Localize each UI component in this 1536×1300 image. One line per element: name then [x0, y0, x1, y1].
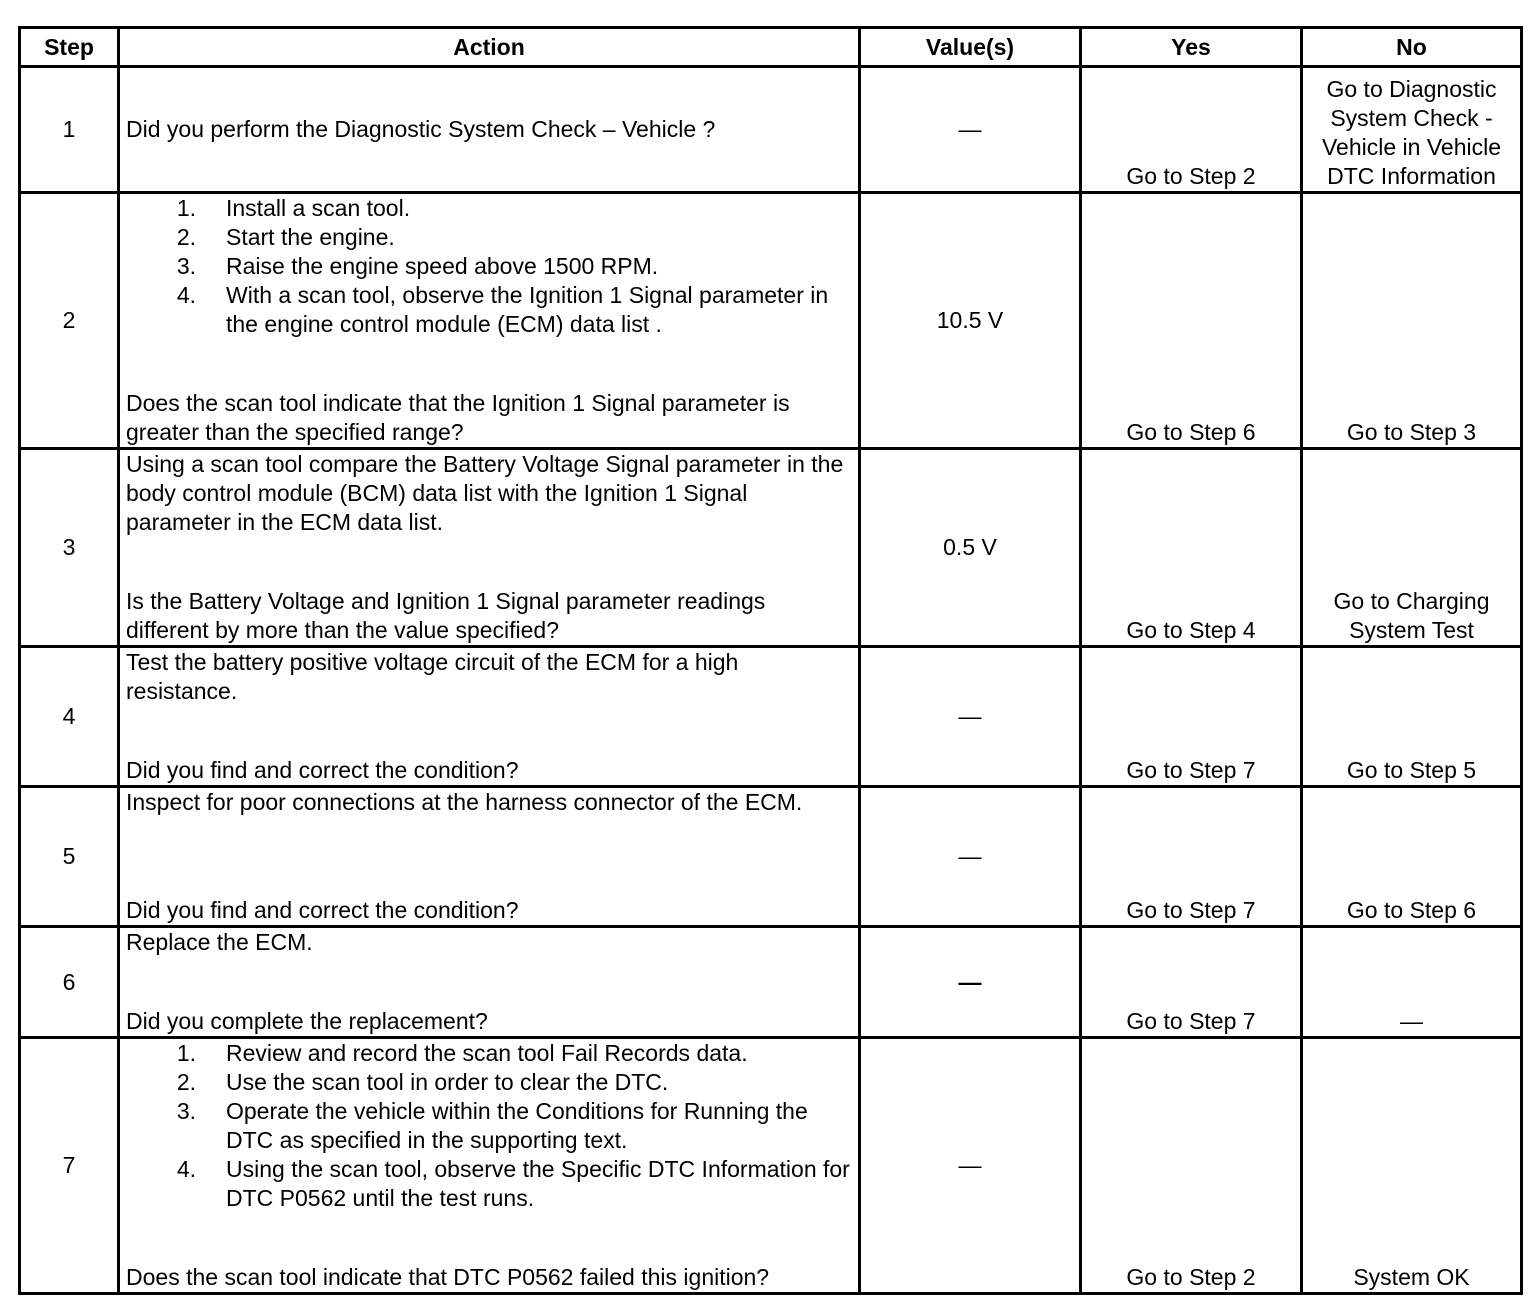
action-question: Does the scan tool indicate that the Ignition 1 Signal parameter is greater than the specified range?: [126, 390, 790, 445]
no-cell: System OK: [1302, 1038, 1522, 1294]
step-number: 1: [20, 67, 119, 193]
header-row: [20, 28, 1522, 67]
value-cell: —: [860, 927, 1081, 1038]
table-row: [20, 67, 1522, 193]
value-cell: 0.5 V: [860, 449, 1081, 647]
header-step: Step: [20, 28, 119, 67]
value-cell: 10.5 V: [860, 193, 1081, 449]
action-cell: [119, 193, 860, 449]
step-number: 3: [20, 449, 119, 647]
action-text: Replace the ECM.: [126, 929, 313, 955]
list-item: 4. Using the scan tool, observe the Specific DTC Information for DTC P0562 until the test runs.: [176, 1156, 850, 1211]
yes-cell: Go to Step 2: [1081, 67, 1302, 193]
action-question: Does the scan tool indicate that DTC P0562 failed this ignition?: [126, 1264, 770, 1290]
list-item: 2. Start the engine.: [176, 224, 395, 250]
yes-cell: Go to Step 4: [1081, 449, 1302, 647]
table-row: [20, 647, 1522, 787]
action-list: [126, 1039, 852, 1213]
value-cell: —: [860, 787, 1081, 927]
no-cell: Go to Step 6: [1302, 787, 1522, 927]
value-cell: —: [860, 1038, 1081, 1294]
action-text: Inspect for poor connections at the harness connector of the ECM.: [126, 789, 803, 815]
diagnostic-table-wrapper: [18, 26, 1523, 1295]
table-row: [20, 193, 1522, 449]
action-text: Using a scan tool compare the Battery Voltage Signal parameter in the body control module (BCM) data list with the Ignition 1 Signal parameter in the ECM data list.: [126, 451, 844, 535]
table-row: [20, 787, 1522, 927]
no-cell: —: [1302, 927, 1522, 1038]
list-item: 2. Use the scan tool in order to clear the DTC.: [176, 1069, 669, 1095]
step-number: 6: [20, 927, 119, 1038]
no-cell: Go to Charging System Test: [1302, 449, 1522, 647]
action-cell: [119, 1038, 860, 1294]
yes-cell: Go to Step 7: [1081, 787, 1302, 927]
header-yes: Yes: [1081, 28, 1302, 67]
action-cell: [119, 927, 860, 1038]
list-item: 3. Operate the vehicle within the Conditions for Running the DTC as specified in the supporting text.: [176, 1098, 808, 1153]
action-question: Did you find and correct the condition?: [126, 757, 519, 783]
yes-cell: Go to Step 7: [1081, 647, 1302, 787]
action-question: Did you complete the replacement?: [126, 1008, 488, 1034]
action-cell: [119, 67, 860, 193]
action-cell: [119, 449, 860, 647]
action-cell: [119, 647, 860, 787]
table-row: [20, 927, 1522, 1038]
value-cell: —: [860, 67, 1081, 193]
no-cell: Go to Diagnostic System Check - Vehicle in Vehicle DTC Information: [1302, 67, 1522, 193]
no-cell: Go to Step 3: [1302, 193, 1522, 449]
step-number: 5: [20, 787, 119, 927]
no-cell: Go to Step 5: [1302, 647, 1522, 787]
step-number: 7: [20, 1038, 119, 1294]
step-number: 2: [20, 193, 119, 449]
action-list: [126, 194, 852, 339]
header-action: Action: [119, 28, 860, 67]
table-row: [20, 1038, 1522, 1294]
diagnostic-table: [18, 26, 1523, 1295]
list-item: 1. Review and record the scan tool Fail Records data.: [176, 1040, 748, 1066]
action-question: Did you find and correct the condition?: [126, 897, 519, 923]
action-cell: [119, 787, 860, 927]
action-text: Test the battery positive voltage circuit of the ECM for a high resistance.: [126, 649, 739, 704]
action-text: Did you perform the Diagnostic System Check – Vehicle ?: [126, 116, 716, 142]
list-item: 3. Raise the engine speed above 1500 RPM.: [176, 253, 659, 279]
list-item: 1. Install a scan tool.: [176, 195, 411, 221]
table-row: [20, 449, 1522, 647]
step-number: 4: [20, 647, 119, 787]
yes-cell: Go to Step 2: [1081, 1038, 1302, 1294]
header-no: No: [1302, 28, 1522, 67]
yes-cell: Go to Step 6: [1081, 193, 1302, 449]
header-values: Value(s): [860, 28, 1081, 67]
list-item: 4. With a scan tool, observe the Ignition 1 Signal parameter in the engine control module (ECM) data list .: [176, 282, 829, 337]
value-cell: —: [860, 647, 1081, 787]
yes-cell: Go to Step 7: [1081, 927, 1302, 1038]
action-question: Is the Battery Voltage and Ignition 1 Signal parameter readings different by more than the value specified?: [126, 588, 766, 643]
